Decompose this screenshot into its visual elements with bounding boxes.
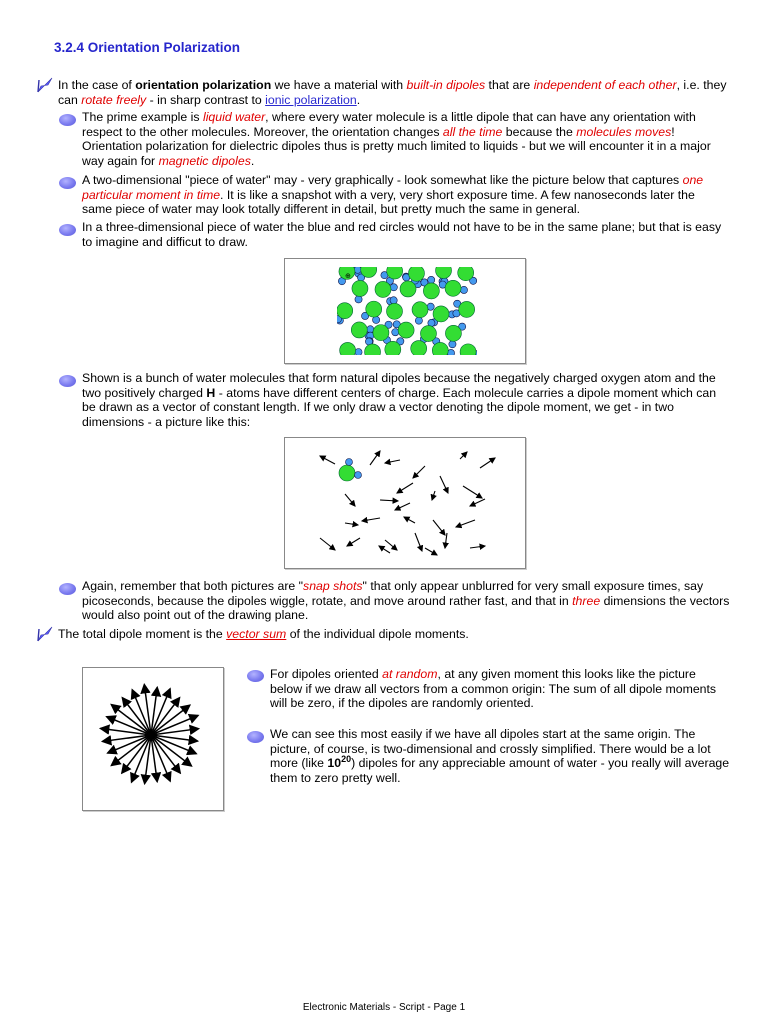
b1-emphasis: liquid water	[202, 110, 266, 124]
bullet-paragraph-2	[82, 173, 727, 217]
intro-text: we have a material with	[271, 78, 407, 92]
dipole-arrow	[397, 483, 413, 493]
intro-emphasis: built-in dipoles	[406, 78, 486, 92]
oxygen-atom	[340, 342, 356, 355]
b1-emphasis: molecules moves	[576, 124, 672, 139]
page-footer: Electronic Materials - Script - Page 1	[302, 1002, 466, 1013]
intro-emphasis: independent of each other	[533, 78, 677, 92]
bullet-icon	[59, 375, 76, 387]
bullet-icon	[59, 177, 76, 189]
oxygen-atom	[351, 322, 367, 338]
oxygen-atom	[375, 281, 391, 297]
oxygen-atom	[411, 341, 427, 355]
oxygen-atom	[445, 325, 461, 341]
dipole-arrow	[370, 451, 380, 465]
dipole-arrow	[480, 458, 495, 468]
dipole-arrow	[362, 518, 380, 521]
total-text: The total dipole moment is the	[58, 627, 227, 641]
total-text: of the individual dipole moments.	[286, 627, 469, 641]
intro-text: that are	[485, 78, 534, 92]
b3-text: In a three-dimensional piece of water the blue and red circles would not have to be in the same plane; but that is easy to imagine and difficut to draw.	[82, 220, 722, 249]
b1-text: , where every water molecule is a little dipole that can have any orientation with respect to the other molecules. Moreover, the orientation changes	[82, 110, 696, 139]
b7-text: ) dipoles for any appreciable amount of water - you really will average them to zero pretty well.	[270, 756, 730, 786]
oxygen-atom	[339, 465, 355, 481]
dipole-arrow	[432, 491, 435, 500]
bullet-icon	[59, 224, 76, 236]
b1-text: ! Orientation polarization for dielectric dipoles thus is pretty much limited to liquids - but we will encounter it in a major way again for	[82, 124, 711, 169]
bullet-paragraph-5	[82, 579, 732, 623]
water-molecules-image	[337, 267, 477, 355]
b1-emphasis: magnetic dipoles	[158, 154, 251, 169]
dipole-vectors-image	[285, 438, 525, 568]
b1-text: because the	[502, 124, 577, 139]
dipole-arrow	[440, 476, 448, 493]
b5-text: " that only appear unblurred for very small exposure times, say picoseconds, because the dipoles wiggle, rotate, and move around rather fast, and that in	[82, 579, 704, 608]
bullet-icon	[247, 731, 264, 743]
b4-text: - atoms have different centers of charge. Each molecule carries a dipole moment which can be drawn as a vector of constant length. If we only draw a vector denoting the dipole moment, we get - in two dimensions - a picture like this:	[82, 385, 717, 430]
water-molecules-figure	[284, 258, 526, 364]
oxygen-atom	[398, 322, 414, 338]
b4-text: Shown is a bunch of water molecules that form natural dipoles because the negatively charged oxygen atom and the two positively charged	[82, 371, 716, 400]
b2-text: . It is like a snapshot with a very, very short exposure time. A few nanoseconds later the same piece of water may look totally different in detail, but pretty much the same in general.	[82, 187, 695, 217]
flag-icon	[36, 625, 54, 643]
b5-text: dimensions the vectors would also point out of the drawing plane.	[82, 593, 730, 623]
hydrogen-atom	[460, 286, 467, 293]
dipole-vectors-figure	[284, 437, 526, 569]
dipole-arrow	[345, 523, 358, 525]
hydrogen-atom	[346, 459, 353, 466]
oxygen-atom	[412, 302, 428, 318]
dipole-arrow	[460, 452, 467, 459]
oxygen-atom	[365, 344, 381, 355]
page-title: 3.2.4 Orientation Polarization	[54, 40, 241, 55]
intro-text: .	[356, 92, 361, 107]
b1-text: .	[250, 154, 255, 169]
bullet-paragraph-7	[270, 727, 730, 786]
bullet-icon	[59, 114, 76, 126]
flag-icon	[36, 76, 54, 94]
oxygen-atom	[432, 342, 448, 355]
oxygen-atom	[423, 283, 439, 299]
b5-emphasis: snap shots	[303, 579, 363, 593]
dipole-arrow	[385, 460, 400, 463]
b1-text: The prime example is	[82, 110, 203, 124]
b1-emphasis: all the time	[442, 124, 503, 139]
intro-text: , i.e. they can	[58, 78, 727, 107]
dipole-arrow	[379, 546, 390, 553]
dipole-arrow	[320, 538, 335, 550]
oxygen-atom	[400, 281, 416, 297]
bullet-paragraph-6	[270, 667, 730, 711]
charge-sign: ⊕	[345, 273, 351, 280]
dipole-arrow	[456, 520, 475, 527]
dipole-arrow	[463, 486, 482, 498]
bullet-icon	[59, 583, 76, 595]
dipole-arrow	[445, 533, 447, 548]
oxygen-atom	[436, 267, 452, 278]
b6-text: For dipoles oriented	[270, 667, 383, 681]
dipole-arrow	[347, 538, 360, 546]
dipole-arrow	[385, 540, 397, 550]
oxygen-atom	[387, 303, 403, 319]
oxygen-atom	[366, 301, 382, 317]
dipole-arrow	[380, 500, 398, 501]
bullet-icon	[247, 670, 264, 682]
dipole-arrow	[395, 503, 410, 510]
vector-sum-figure	[82, 667, 224, 811]
dipole-arrow	[470, 546, 485, 548]
dipole-arrow	[320, 456, 335, 464]
total-dipole-paragraph	[58, 627, 728, 642]
hydrogen-atom	[415, 317, 422, 324]
b5-text: Again, remember that both pictures are "	[82, 579, 304, 593]
oxygen-atom	[458, 267, 474, 281]
dipole-arrow	[404, 517, 415, 523]
b2-text: A two-dimensional "piece of water" may - very graphically - look somewhat like the picture below that captures	[82, 173, 683, 187]
bullet-paragraph-1	[82, 110, 732, 169]
hydrogen-atom	[390, 297, 397, 304]
oxygen-atom	[385, 341, 401, 355]
oxygen-atom	[459, 301, 475, 317]
oxygen-atom	[420, 326, 436, 342]
oxygen-atom	[373, 325, 389, 341]
b6-text: , at any given moment this looks like the picture below if we draw all vectors from a common origin: The sum of all dipole moments will be zero, if the dipoles are randomly oriented.	[270, 667, 717, 711]
radial-vectors-image	[83, 668, 223, 810]
dipole-arrow	[433, 520, 445, 535]
oxygen-atom	[445, 280, 461, 296]
hydrogen-atom	[428, 276, 435, 283]
dipole-arrow	[425, 548, 437, 555]
intro-text: In the case of	[58, 78, 136, 92]
b2-emphasis: one particular moment in time	[82, 173, 704, 202]
b5-emphasis: three	[572, 593, 601, 608]
hydrogen-atom	[355, 348, 362, 355]
intro-emphasis: rotate freely	[81, 92, 147, 107]
oxygen-atom	[433, 306, 449, 322]
dipole-arrow	[345, 494, 355, 506]
intro-text: - in sharp contrast to	[146, 92, 266, 107]
b7-superscript: 20	[341, 754, 352, 765]
intro-paragraph	[58, 78, 728, 107]
bullet-paragraph-3	[82, 220, 732, 249]
dipole-arrow	[415, 533, 422, 551]
hydrogen-atom	[449, 341, 456, 348]
b7-bold: 10	[327, 756, 342, 771]
dipole-arrow	[413, 466, 425, 478]
oxygen-atom	[460, 344, 476, 355]
hydrogen-atom	[355, 296, 362, 303]
b7-text: We can see this most easily if we have all dipoles start at the same origin. The picture, of course, is two-dimensional and crossly simplified. There would be a lot more (like	[270, 727, 711, 771]
oxygen-atom	[337, 303, 353, 319]
dipole-arrow	[470, 499, 485, 506]
b4-bold: H	[206, 385, 216, 400]
vector-sum-link[interactable]: vector sum	[226, 627, 287, 641]
oxygen-atom	[408, 267, 424, 281]
bullet-paragraph-4	[82, 371, 732, 430]
b6-emphasis: at random	[382, 667, 438, 681]
intro-bold: orientation polarization	[135, 78, 272, 92]
ionic-polarization-link[interactable]: ionic polarization	[265, 92, 357, 107]
oxygen-atom	[352, 280, 368, 296]
hydrogen-atom	[355, 472, 362, 479]
